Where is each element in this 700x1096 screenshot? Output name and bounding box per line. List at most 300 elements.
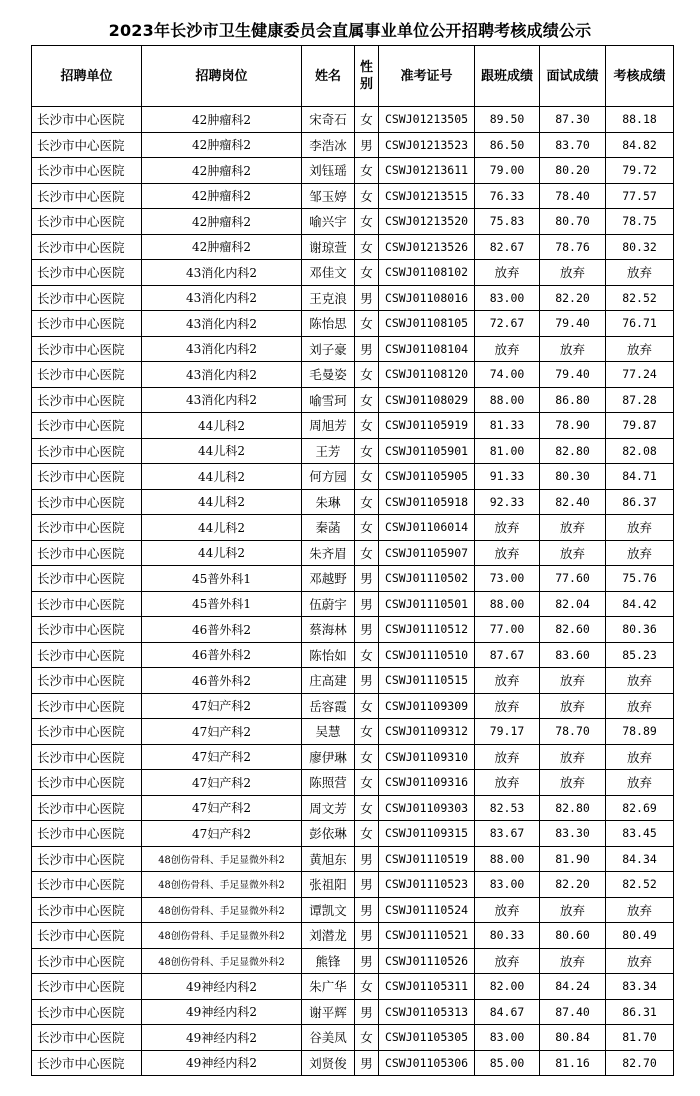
cell-exam-id: CSWJ01110521 (379, 923, 475, 949)
cell-total-score: 86.31 (606, 999, 674, 1025)
cell-interview-score: 82.20 (540, 872, 606, 898)
cell-exam-id: CSWJ01108102 (379, 260, 475, 286)
cell-exam-id: CSWJ01105313 (379, 999, 475, 1025)
cell-follow-score: 84.67 (475, 999, 540, 1025)
cell-exam-id: CSWJ01213526 (379, 234, 475, 260)
cell-unit: 长沙市中心医院 (32, 260, 142, 286)
cell-name: 秦菡 (302, 515, 355, 541)
cell-total-score: 80.32 (606, 234, 674, 260)
cell-total-score: 87.28 (606, 387, 674, 413)
cell-unit: 长沙市中心医院 (32, 438, 142, 464)
cell-interview-score: 80.60 (540, 923, 606, 949)
cell-total-score: 83.34 (606, 974, 674, 1000)
cell-follow-score: 79.00 (475, 158, 540, 184)
cell-name: 陈怡思 (302, 311, 355, 337)
cell-total-score: 84.82 (606, 132, 674, 158)
cell-post: 44儿科2 (142, 413, 302, 439)
cell-total-score: 放弃 (606, 515, 674, 541)
cell-total-score: 83.45 (606, 821, 674, 847)
header-gender-line2: 别 (359, 77, 373, 92)
table-row (32, 999, 674, 1025)
table-row (32, 260, 674, 286)
cell-unit: 长沙市中心医院 (32, 999, 142, 1025)
cell-post: 47妇产科2 (142, 821, 302, 847)
cell-unit: 长沙市中心医院 (32, 872, 142, 898)
table-row (32, 897, 674, 923)
table-body (32, 107, 674, 1076)
cell-total-score: 放弃 (606, 540, 674, 566)
cell-interview-score: 82.04 (540, 591, 606, 617)
cell-gender: 男 (355, 999, 379, 1025)
cell-follow-score: 85.00 (475, 1050, 540, 1076)
cell-gender: 女 (355, 183, 379, 209)
cell-unit: 长沙市中心医院 (32, 464, 142, 490)
cell-name: 刘钰瑶 (302, 158, 355, 184)
cell-gender: 男 (355, 591, 379, 617)
cell-follow-score: 放弃 (475, 515, 540, 541)
cell-total-score: 77.24 (606, 362, 674, 388)
cell-follow-score: 放弃 (475, 897, 540, 923)
cell-unit: 长沙市中心医院 (32, 693, 142, 719)
cell-follow-score: 92.33 (475, 489, 540, 515)
cell-unit: 长沙市中心医院 (32, 795, 142, 821)
results-table (31, 45, 674, 1076)
cell-unit: 长沙市中心医院 (32, 948, 142, 974)
cell-gender: 女 (355, 260, 379, 286)
cell-gender: 女 (355, 438, 379, 464)
cell-unit: 长沙市中心医院 (32, 591, 142, 617)
cell-name: 谭凯文 (302, 897, 355, 923)
cell-total-score: 放弃 (606, 260, 674, 286)
table-row (32, 719, 674, 745)
cell-post: 42肿瘤科2 (142, 183, 302, 209)
header-unit: 招聘单位 (32, 46, 142, 107)
header-gender-line1: 性 (359, 60, 373, 75)
cell-unit: 长沙市中心医院 (32, 821, 142, 847)
cell-post: 46普外科2 (142, 668, 302, 694)
cell-follow-score: 放弃 (475, 770, 540, 796)
cell-unit: 长沙市中心医院 (32, 923, 142, 949)
cell-name: 刘贤俊 (302, 1050, 355, 1076)
cell-unit: 长沙市中心医院 (32, 515, 142, 541)
cell-post: 48创伤骨科、手足显微外科2 (142, 948, 302, 974)
cell-gender: 女 (355, 540, 379, 566)
cell-exam-id: CSWJ01105919 (379, 413, 475, 439)
cell-post: 43消化内科2 (142, 387, 302, 413)
header-post: 招聘岗位 (142, 46, 302, 107)
header-exam-id: 准考证号 (379, 46, 475, 107)
cell-post: 48创伤骨科、手足显微外科2 (142, 846, 302, 872)
cell-total-score: 86.37 (606, 489, 674, 515)
table-row (32, 770, 674, 796)
cell-total-score: 放弃 (606, 948, 674, 974)
cell-name: 宋奇石 (302, 107, 355, 133)
cell-follow-score: 放弃 (475, 668, 540, 694)
cell-unit: 长沙市中心医院 (32, 540, 142, 566)
cell-name: 刘子豪 (302, 336, 355, 362)
cell-exam-id: CSWJ01110519 (379, 846, 475, 872)
cell-name: 熊锋 (302, 948, 355, 974)
cell-exam-id: CSWJ01213505 (379, 107, 475, 133)
cell-unit: 长沙市中心医院 (32, 336, 142, 362)
cell-total-score: 88.18 (606, 107, 674, 133)
cell-name: 吴慧 (302, 719, 355, 745)
cell-name: 朱齐眉 (302, 540, 355, 566)
cell-gender: 女 (355, 107, 379, 133)
cell-post: 44儿科2 (142, 489, 302, 515)
cell-interview-score: 78.90 (540, 413, 606, 439)
cell-post: 47妇产科2 (142, 693, 302, 719)
cell-interview-score: 放弃 (540, 336, 606, 362)
cell-post: 47妇产科2 (142, 770, 302, 796)
table-row (32, 336, 674, 362)
cell-follow-score: 81.33 (475, 413, 540, 439)
cell-interview-score: 87.30 (540, 107, 606, 133)
cell-gender: 女 (355, 234, 379, 260)
cell-interview-score: 82.60 (540, 617, 606, 643)
cell-name: 邹玉婷 (302, 183, 355, 209)
cell-unit: 长沙市中心医院 (32, 719, 142, 745)
cell-total-score: 放弃 (606, 770, 674, 796)
cell-post: 47妇产科2 (142, 719, 302, 745)
cell-name: 张祖阳 (302, 872, 355, 898)
header-follow-score: 跟班成绩 (475, 46, 540, 107)
cell-total-score: 放弃 (606, 336, 674, 362)
cell-follow-score: 88.00 (475, 846, 540, 872)
cell-interview-score: 82.80 (540, 438, 606, 464)
cell-follow-score: 79.17 (475, 719, 540, 745)
cell-post: 45普外科1 (142, 591, 302, 617)
cell-exam-id: CSWJ01108016 (379, 285, 475, 311)
cell-post: 46普外科2 (142, 617, 302, 643)
cell-exam-id: CSWJ01109315 (379, 821, 475, 847)
cell-follow-score: 82.53 (475, 795, 540, 821)
table-row (32, 438, 674, 464)
cell-name: 喻兴宇 (302, 209, 355, 235)
cell-gender: 女 (355, 362, 379, 388)
cell-unit: 长沙市中心医院 (32, 234, 142, 260)
cell-gender: 女 (355, 158, 379, 184)
cell-post: 44儿科2 (142, 438, 302, 464)
cell-name: 王芳 (302, 438, 355, 464)
table-row (32, 948, 674, 974)
cell-follow-score: 83.00 (475, 285, 540, 311)
cell-exam-id: CSWJ01105907 (379, 540, 475, 566)
cell-post: 46普外科2 (142, 642, 302, 668)
cell-exam-id: CSWJ01109303 (379, 795, 475, 821)
cell-interview-score: 78.76 (540, 234, 606, 260)
cell-follow-score: 80.33 (475, 923, 540, 949)
cell-unit: 长沙市中心医院 (32, 744, 142, 770)
cell-name: 彭依琳 (302, 821, 355, 847)
cell-exam-id: CSWJ01213515 (379, 183, 475, 209)
cell-interview-score: 80.30 (540, 464, 606, 490)
cell-post: 42肿瘤科2 (142, 132, 302, 158)
cell-unit: 长沙市中心医院 (32, 846, 142, 872)
cell-name: 谢琼萱 (302, 234, 355, 260)
cell-follow-score: 76.33 (475, 183, 540, 209)
cell-total-score: 放弃 (606, 668, 674, 694)
cell-interview-score: 放弃 (540, 668, 606, 694)
table-row (32, 464, 674, 490)
header-name: 姓名 (302, 46, 355, 107)
cell-follow-score: 83.00 (475, 872, 540, 898)
cell-post: 47妇产科2 (142, 744, 302, 770)
table-row (32, 515, 674, 541)
cell-name: 刘潜龙 (302, 923, 355, 949)
cell-follow-score: 放弃 (475, 948, 540, 974)
cell-unit: 长沙市中心医院 (32, 209, 142, 235)
cell-follow-score: 放弃 (475, 693, 540, 719)
cell-follow-score: 83.67 (475, 821, 540, 847)
cell-exam-id: CSWJ01105311 (379, 974, 475, 1000)
cell-exam-id: CSWJ01108120 (379, 362, 475, 388)
cell-exam-id: CSWJ01110501 (379, 591, 475, 617)
cell-exam-id: CSWJ01110502 (379, 566, 475, 592)
cell-name: 陈照营 (302, 770, 355, 796)
cell-name: 岳容霞 (302, 693, 355, 719)
cell-interview-score: 放弃 (540, 540, 606, 566)
cell-gender: 女 (355, 770, 379, 796)
cell-post: 43消化内科2 (142, 260, 302, 286)
table-row (32, 1050, 674, 1076)
cell-exam-id: CSWJ01108105 (379, 311, 475, 337)
cell-total-score: 放弃 (606, 693, 674, 719)
table-row (32, 311, 674, 337)
cell-interview-score: 83.30 (540, 821, 606, 847)
cell-post: 43消化内科2 (142, 362, 302, 388)
cell-post: 49神经内科2 (142, 1025, 302, 1051)
cell-name: 王克浪 (302, 285, 355, 311)
cell-post: 42肿瘤科2 (142, 209, 302, 235)
cell-name: 朱广华 (302, 974, 355, 1000)
cell-interview-score: 放弃 (540, 693, 606, 719)
cell-name: 李浩冰 (302, 132, 355, 158)
cell-interview-score: 78.40 (540, 183, 606, 209)
cell-interview-score: 79.40 (540, 311, 606, 337)
table-row (32, 387, 674, 413)
cell-unit: 长沙市中心医院 (32, 489, 142, 515)
cell-follow-score: 74.00 (475, 362, 540, 388)
cell-follow-score: 86.50 (475, 132, 540, 158)
cell-unit: 长沙市中心医院 (32, 387, 142, 413)
cell-gender: 男 (355, 948, 379, 974)
cell-interview-score: 86.80 (540, 387, 606, 413)
cell-follow-score: 72.67 (475, 311, 540, 337)
table-row (32, 489, 674, 515)
cell-post: 48创伤骨科、手足显微外科2 (142, 897, 302, 923)
cell-interview-score: 87.40 (540, 999, 606, 1025)
cell-exam-id: CSWJ01109310 (379, 744, 475, 770)
cell-name: 毛曼姿 (302, 362, 355, 388)
cell-total-score: 80.36 (606, 617, 674, 643)
cell-total-score: 79.72 (606, 158, 674, 184)
cell-total-score: 85.23 (606, 642, 674, 668)
table-row (32, 974, 674, 1000)
table-row (32, 846, 674, 872)
cell-name: 庄高建 (302, 668, 355, 694)
cell-gender: 男 (355, 897, 379, 923)
cell-gender: 男 (355, 846, 379, 872)
cell-total-score: 放弃 (606, 744, 674, 770)
cell-unit: 长沙市中心医院 (32, 668, 142, 694)
cell-exam-id: CSWJ01110523 (379, 872, 475, 898)
cell-total-score: 79.87 (606, 413, 674, 439)
cell-post: 44儿科2 (142, 464, 302, 490)
document-title: 2023年长沙市卫生健康委员会直属事业单位公开招聘考核成绩公示 (108, 21, 592, 40)
table-row (32, 668, 674, 694)
cell-exam-id: CSWJ01109312 (379, 719, 475, 745)
cell-interview-score: 82.80 (540, 795, 606, 821)
cell-post: 42肿瘤科2 (142, 107, 302, 133)
cell-name: 何方园 (302, 464, 355, 490)
table-row (32, 795, 674, 821)
table-row (32, 693, 674, 719)
cell-interview-score: 83.60 (540, 642, 606, 668)
cell-interview-score: 放弃 (540, 515, 606, 541)
cell-total-score: 77.57 (606, 183, 674, 209)
header-gender (355, 46, 379, 107)
cell-unit: 长沙市中心医院 (32, 362, 142, 388)
cell-total-score: 82.70 (606, 1050, 674, 1076)
cell-post: 43消化内科2 (142, 285, 302, 311)
cell-gender: 男 (355, 923, 379, 949)
table-row (32, 209, 674, 235)
cell-interview-score: 79.40 (540, 362, 606, 388)
cell-unit: 长沙市中心医院 (32, 1050, 142, 1076)
cell-name: 邓佳文 (302, 260, 355, 286)
cell-post: 49神经内科2 (142, 1050, 302, 1076)
cell-follow-score: 83.00 (475, 1025, 540, 1051)
cell-interview-score: 放弃 (540, 948, 606, 974)
cell-follow-score: 89.50 (475, 107, 540, 133)
cell-name: 黄旭东 (302, 846, 355, 872)
cell-follow-score: 88.00 (475, 387, 540, 413)
table-row (32, 744, 674, 770)
cell-total-score: 78.75 (606, 209, 674, 235)
cell-interview-score: 84.24 (540, 974, 606, 1000)
cell-exam-id: CSWJ01110515 (379, 668, 475, 694)
table-row (32, 591, 674, 617)
cell-unit: 长沙市中心医院 (32, 974, 142, 1000)
cell-unit: 长沙市中心医院 (32, 107, 142, 133)
cell-total-score: 78.89 (606, 719, 674, 745)
cell-exam-id: CSWJ01109316 (379, 770, 475, 796)
table-row (32, 132, 674, 158)
table-row (32, 566, 674, 592)
cell-interview-score: 放弃 (540, 744, 606, 770)
cell-post: 45普外科1 (142, 566, 302, 592)
cell-gender: 女 (355, 795, 379, 821)
cell-total-score: 81.70 (606, 1025, 674, 1051)
cell-name: 陈怡如 (302, 642, 355, 668)
cell-name: 谢平辉 (302, 999, 355, 1025)
cell-gender: 女 (355, 464, 379, 490)
cell-total-score: 82.69 (606, 795, 674, 821)
cell-gender: 女 (355, 489, 379, 515)
cell-exam-id: CSWJ01110526 (379, 948, 475, 974)
cell-unit: 长沙市中心医院 (32, 311, 142, 337)
cell-name: 喻雪珂 (302, 387, 355, 413)
cell-follow-score: 放弃 (475, 744, 540, 770)
cell-unit: 长沙市中心医院 (32, 183, 142, 209)
table-row (32, 642, 674, 668)
cell-unit: 长沙市中心医院 (32, 566, 142, 592)
header-total-score: 考核成绩 (606, 46, 674, 107)
cell-unit: 长沙市中心医院 (32, 285, 142, 311)
cell-total-score: 76.71 (606, 311, 674, 337)
table-row (32, 183, 674, 209)
table-row (32, 1025, 674, 1051)
cell-follow-score: 放弃 (475, 540, 540, 566)
cell-unit: 长沙市中心医院 (32, 617, 142, 643)
cell-gender: 女 (355, 974, 379, 1000)
cell-total-score: 84.71 (606, 464, 674, 490)
cell-exam-id: CSWJ01105901 (379, 438, 475, 464)
cell-gender: 男 (355, 617, 379, 643)
cell-post: 49神经内科2 (142, 974, 302, 1000)
cell-post: 42肿瘤科2 (142, 234, 302, 260)
cell-gender: 男 (355, 566, 379, 592)
cell-unit: 长沙市中心医院 (32, 642, 142, 668)
table-row (32, 285, 674, 311)
cell-interview-score: 78.70 (540, 719, 606, 745)
cell-gender: 女 (355, 209, 379, 235)
cell-interview-score: 80.20 (540, 158, 606, 184)
table-row (32, 821, 674, 847)
cell-exam-id: CSWJ01106014 (379, 515, 475, 541)
cell-unit: 长沙市中心医院 (32, 132, 142, 158)
cell-follow-score: 82.00 (475, 974, 540, 1000)
cell-follow-score: 放弃 (475, 260, 540, 286)
cell-gender: 男 (355, 872, 379, 898)
cell-interview-score: 放弃 (540, 260, 606, 286)
cell-name: 伍蔚宇 (302, 591, 355, 617)
cell-gender: 女 (355, 744, 379, 770)
cell-interview-score: 81.90 (540, 846, 606, 872)
cell-post: 42肿瘤科2 (142, 158, 302, 184)
table-row (32, 872, 674, 898)
cell-name: 邓越野 (302, 566, 355, 592)
table-row (32, 617, 674, 643)
cell-exam-id: CSWJ01105918 (379, 489, 475, 515)
cell-gender: 男 (355, 132, 379, 158)
table-row (32, 362, 674, 388)
cell-unit: 长沙市中心医院 (32, 770, 142, 796)
cell-exam-id: CSWJ01213523 (379, 132, 475, 158)
cell-post: 48创伤骨科、手足显微外科2 (142, 872, 302, 898)
cell-interview-score: 77.60 (540, 566, 606, 592)
cell-post: 48创伤骨科、手足显微外科2 (142, 923, 302, 949)
cell-interview-score: 81.16 (540, 1050, 606, 1076)
cell-name: 朱琳 (302, 489, 355, 515)
cell-gender: 女 (355, 719, 379, 745)
table-row (32, 923, 674, 949)
cell-interview-score: 83.70 (540, 132, 606, 158)
cell-total-score: 放弃 (606, 897, 674, 923)
cell-follow-score: 73.00 (475, 566, 540, 592)
cell-exam-id: CSWJ01105305 (379, 1025, 475, 1051)
header-interview-score: 面试成绩 (540, 46, 606, 107)
cell-gender: 女 (355, 1025, 379, 1051)
cell-post: 49神经内科2 (142, 999, 302, 1025)
cell-total-score: 84.42 (606, 591, 674, 617)
cell-follow-score: 77.00 (475, 617, 540, 643)
cell-follow-score: 75.83 (475, 209, 540, 235)
cell-unit: 长沙市中心医院 (32, 413, 142, 439)
table-row (32, 158, 674, 184)
cell-total-score: 82.08 (606, 438, 674, 464)
